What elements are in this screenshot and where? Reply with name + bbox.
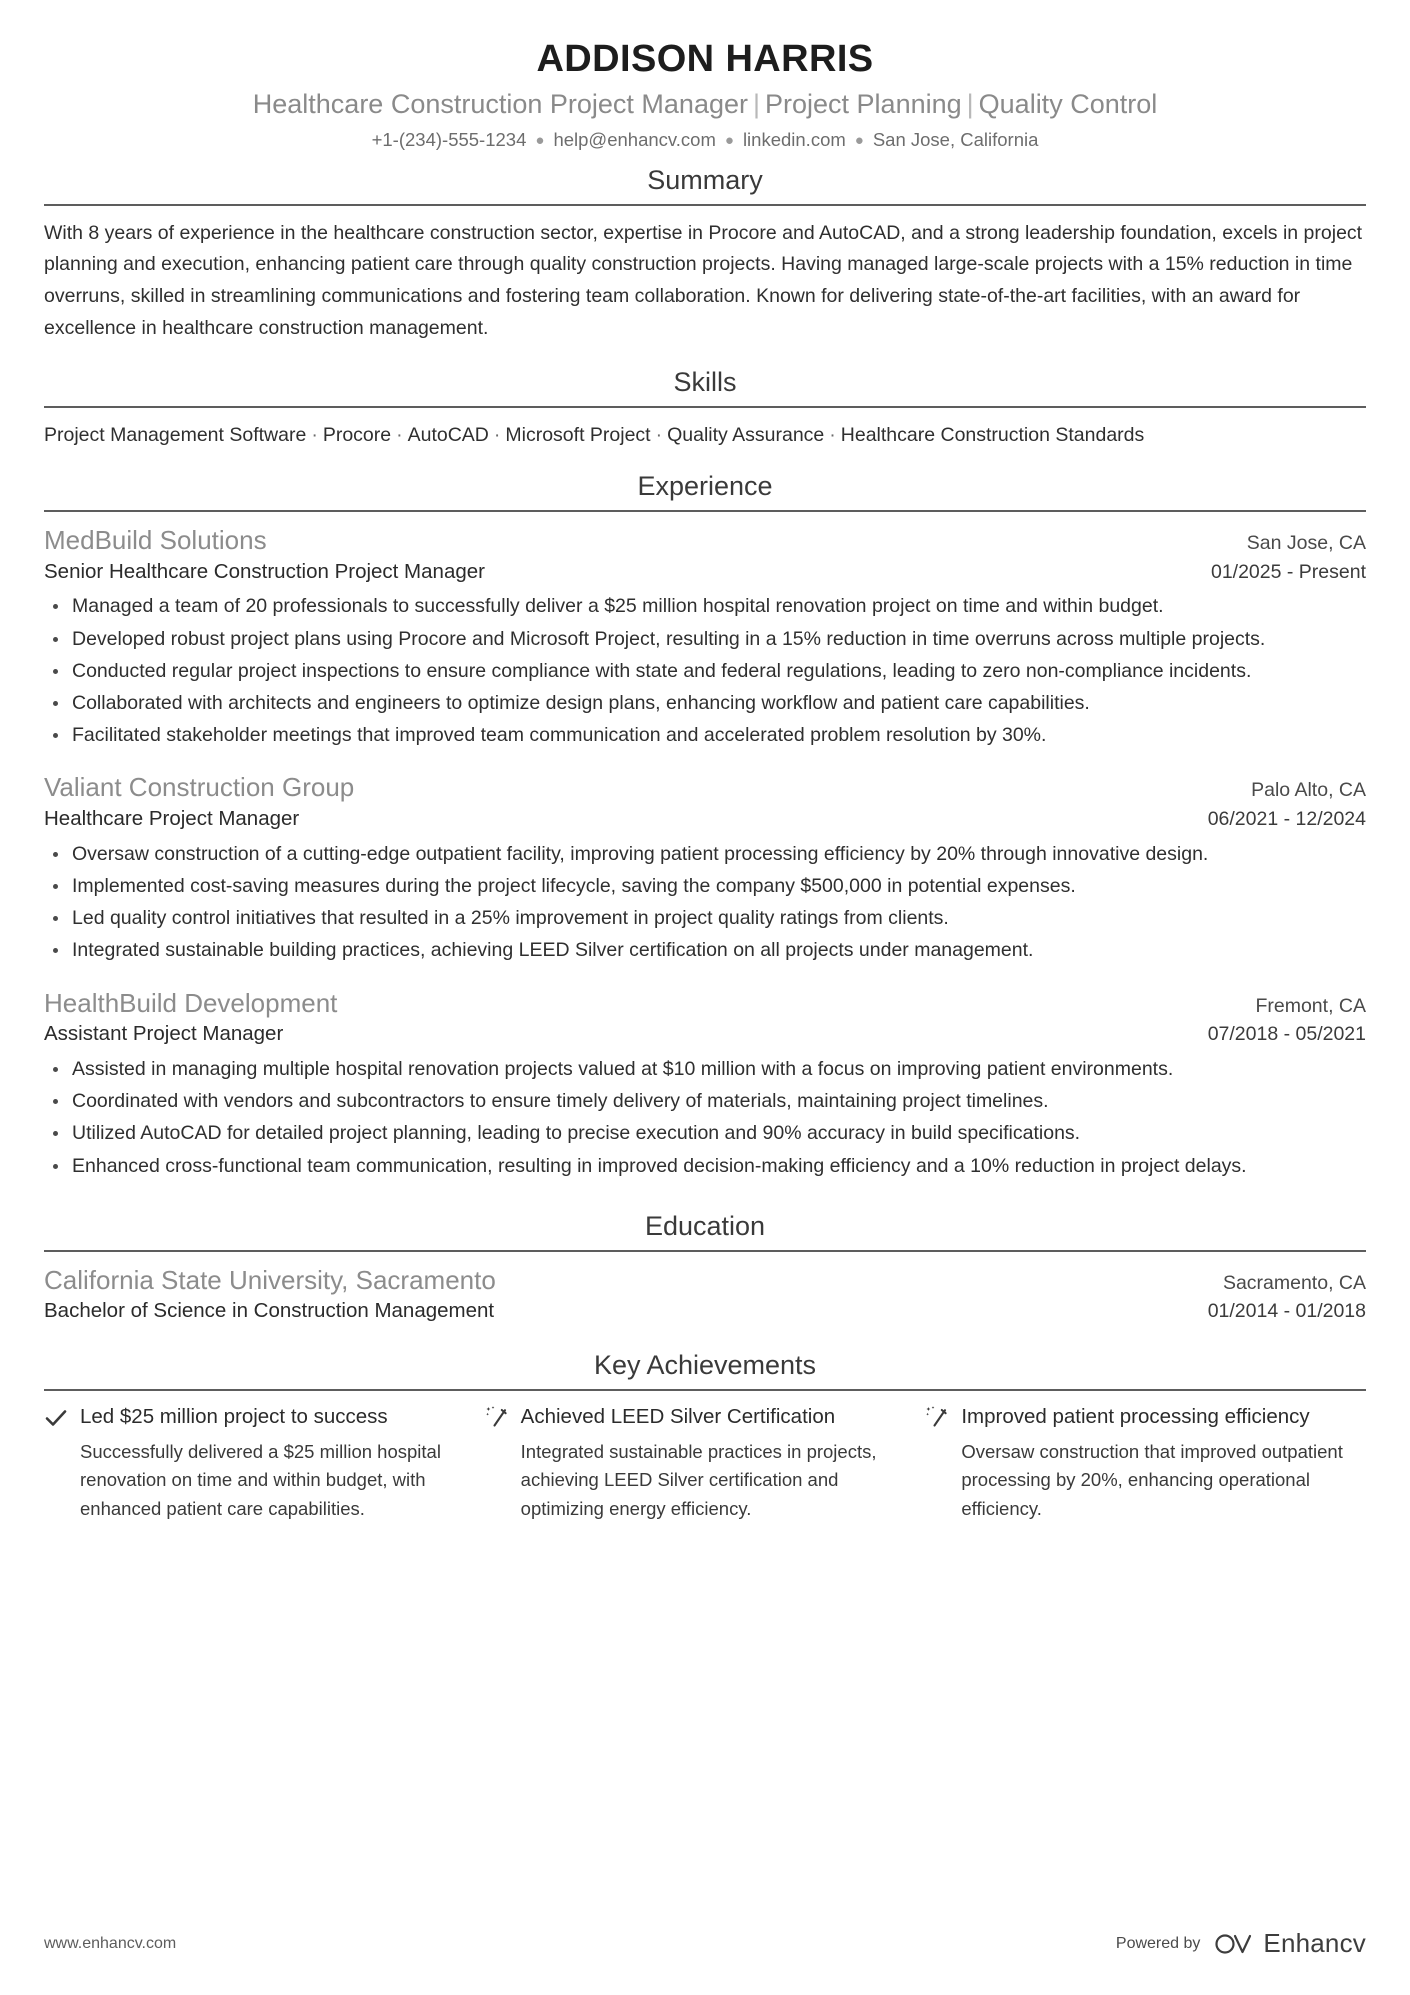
entry-org-row	[44, 987, 1366, 1021]
entry-bullet: Assisted in managing multiple hospital renovation projects valued at $10 million with a focus on improving patient environments.	[44, 1054, 1366, 1085]
key-achievements-grid	[44, 1403, 1366, 1524]
footer-website-url[interactable]: www.enhancv.com	[44, 1934, 177, 1952]
headline-divider-icon: |	[753, 88, 761, 119]
headline-divider-icon: |	[966, 88, 974, 119]
key-achievement-title: Achieved LEED Silver Certification	[520, 1404, 836, 1428]
skill-item: Project Management Software	[44, 423, 307, 446]
footer-branding	[1116, 1928, 1366, 1959]
entry-bullet-list	[44, 839, 1366, 967]
contact-location: San Jose, California	[872, 129, 1039, 151]
skill-separator-icon: ·	[829, 423, 836, 446]
entry-bullet: Conducted regular project inspections to ensure compliance with state and federal regulations, leading to zero non-compliance incidents.	[44, 656, 1366, 687]
magic-wand-icon	[925, 1405, 949, 1431]
entry-dates: 01/2025 - Present	[1210, 560, 1366, 583]
section-divider	[44, 1250, 1366, 1252]
entry-organization: HealthBuild Development	[44, 987, 338, 1018]
entry-role-row	[44, 1020, 1366, 1048]
skill-item: Microsoft Project	[505, 423, 651, 446]
entry-bullet: Coordinated with vendors and subcontractors to ensure timely delivery of materials, maintaining project timelines.	[44, 1086, 1366, 1117]
skill-item: Procore	[322, 423, 392, 446]
section-title-skills: Skills	[673, 367, 737, 398]
section-divider	[44, 204, 1366, 206]
section-key-achievements	[44, 1349, 1366, 1524]
resume-entry	[44, 1264, 1366, 1325]
section-title-experience: Experience	[637, 471, 773, 502]
key-achievement-header	[485, 1403, 890, 1431]
skill-separator-icon: ·	[311, 423, 318, 446]
entry-bullet: Integrated sustainable building practices, achieving LEED Silver certification on all projects under management.	[44, 935, 1366, 966]
resume-entry	[44, 771, 1366, 966]
skill-item: Healthcare Construction Standards	[840, 423, 1145, 446]
skill-item: Quality Assurance	[667, 423, 825, 446]
section-skills	[44, 366, 1366, 450]
section-education	[44, 1210, 1366, 1325]
entry-organization: MedBuild Solutions	[44, 524, 267, 555]
check-icon	[44, 1405, 68, 1431]
contact-line	[44, 128, 1366, 152]
entry-role-row	[44, 1297, 1366, 1325]
headline-part-2: Project Planning	[765, 88, 962, 119]
resume-entry	[44, 987, 1366, 1182]
section-divider	[44, 510, 1366, 512]
entry-bullet: Oversaw construction of a cutting-edge outpatient facility, improving patient processing efficiency by 20% through innovative design.	[44, 839, 1366, 870]
entry-organization: California State University, Sacramento	[44, 1264, 496, 1295]
entry-bullet: Implemented cost-saving measures during the project lifecycle, saving the company $500,000 in potential expenses.	[44, 871, 1366, 902]
skill-separator-icon: ·	[493, 423, 501, 446]
resume-entry	[44, 524, 1366, 751]
entry-dates: 07/2018 - 05/2021	[1207, 1023, 1366, 1046]
entry-bullet: Collaborated with architects and engineers to optimize design plans, enhancing workflow and patient care capabilities.	[44, 688, 1366, 719]
education-entries	[44, 1264, 1366, 1325]
entry-role-row	[44, 805, 1366, 833]
contact-email[interactable]: help@enhancv.com	[553, 129, 716, 151]
key-achievement-description: Integrated sustainable practices in projects, achieving LEED Silver certification and optimizing energy efficiency.	[520, 1440, 877, 1520]
entry-dates: 01/2014 - 01/2018	[1207, 1300, 1366, 1323]
entry-bullet: Utilized AutoCAD for detailed project planning, leading to precise execution and 90% accuracy in build specifications.	[44, 1118, 1366, 1149]
entry-bullet: Managed a team of 20 professionals to successfully deliver a $25 million hospital renovation project on time and within budget.	[44, 591, 1366, 622]
skill-item: AutoCAD	[407, 423, 489, 446]
entry-location: Palo Alto, CA	[1251, 779, 1366, 802]
headline-part-3: Quality Control	[978, 88, 1158, 119]
key-achievement-item	[44, 1403, 485, 1524]
key-achievement-item	[485, 1403, 926, 1524]
entry-bullet: Enhanced cross-functional team communication, resulting in improved decision-making efficiency and a 10% reduction in project delays.	[44, 1151, 1366, 1182]
entry-location: Fremont, CA	[1255, 994, 1366, 1017]
entry-role: Bachelor of Science in Construction Management	[44, 1299, 495, 1323]
entry-dates: 06/2021 - 12/2024	[1207, 808, 1366, 831]
key-achievement-title: Led $25 million project to success	[80, 1404, 388, 1428]
resume-header	[44, 38, 1366, 152]
bullet-separator-icon: ●	[724, 132, 734, 150]
key-achievement-item	[925, 1403, 1366, 1524]
entry-bullet-list	[44, 591, 1366, 751]
entry-org-row	[44, 771, 1366, 805]
section-experience	[44, 470, 1366, 1182]
section-title-key-achievements: Key Achievements	[593, 1349, 817, 1380]
contact-linkedin[interactable]: linkedin.com	[742, 129, 846, 151]
entry-bullet-list	[44, 1054, 1366, 1182]
section-title-education: Education	[644, 1210, 766, 1241]
key-achievement-header	[44, 1403, 449, 1431]
entry-role-row	[44, 558, 1366, 586]
enhancv-mark-icon	[1214, 1931, 1254, 1957]
candidate-name: ADDISON HARRIS	[536, 38, 874, 80]
entry-bullet: Developed robust project plans using Procore and Microsoft Project, resulting in a 15% reduction in time overruns across multiple projects.	[44, 624, 1366, 655]
key-achievement-description: Successfully delivered a $25 million hospital renovation on time and within budget, with enhanced patient care capabilities.	[80, 1440, 441, 1520]
skills-list	[44, 420, 1366, 450]
section-divider	[44, 1389, 1366, 1391]
entry-role: Healthcare Project Manager	[44, 807, 300, 831]
powered-by-label: Powered by	[1115, 1934, 1201, 1952]
entry-role: Assistant Project Manager	[44, 1022, 284, 1046]
section-divider	[44, 406, 1366, 408]
magic-wand-icon	[485, 1405, 509, 1431]
entry-location: San Jose, CA	[1246, 531, 1366, 554]
summary-text: With 8 years of experience in the healthcare construction sector, expertise in Procore and AutoCAD, and a strong leadership foundation, excels in project planning and execution, enhancing patient care through quality construction projects. Having managed large-scale projects with a 15% reduction in time overruns, skilled in streamlining communications and fostering team collaboration. Known for delivering state-of-the-art facilities, with an award for excellence in healthcare construction management.	[44, 221, 1363, 339]
bullet-separator-icon: ●	[535, 132, 545, 150]
entry-org-row	[44, 1264, 1366, 1298]
headline-part-1: Healthcare Construction Project Manager	[252, 88, 748, 119]
entry-org-row	[44, 524, 1366, 558]
entry-organization: Valiant Construction Group	[44, 772, 355, 803]
experience-entries	[44, 524, 1366, 1182]
section-title-summary: Summary	[647, 165, 763, 196]
entry-location: Sacramento, CA	[1222, 1271, 1366, 1294]
key-achievement-title: Improved patient processing efficiency	[961, 1404, 1310, 1428]
entry-role: Senior Healthcare Construction Project Manager	[44, 559, 485, 583]
entry-bullet: Led quality control initiatives that resulted in a 25% improvement in project quality ratings from clients.	[44, 903, 1366, 934]
enhancv-logo	[1214, 1928, 1366, 1959]
bullet-separator-icon: ●	[854, 132, 864, 150]
section-summary	[44, 164, 1366, 344]
candidate-headline	[44, 88, 1366, 120]
entry-bullet: Facilitated stakeholder meetings that improved team communication and accelerated problem resolution by 30%.	[44, 720, 1366, 751]
key-achievement-header	[925, 1403, 1366, 1431]
skill-separator-icon: ·	[396, 423, 403, 446]
enhancv-brand-name: Enhancv	[1263, 1928, 1366, 1958]
key-achievement-description: Oversaw construction that improved outpatient processing by 20%, enhancing operational efficiency.	[961, 1440, 1343, 1520]
contact-phone: +1-(234)-555-1234	[371, 129, 527, 151]
skill-separator-icon: ·	[655, 423, 663, 446]
page-footer	[44, 1928, 1366, 1959]
